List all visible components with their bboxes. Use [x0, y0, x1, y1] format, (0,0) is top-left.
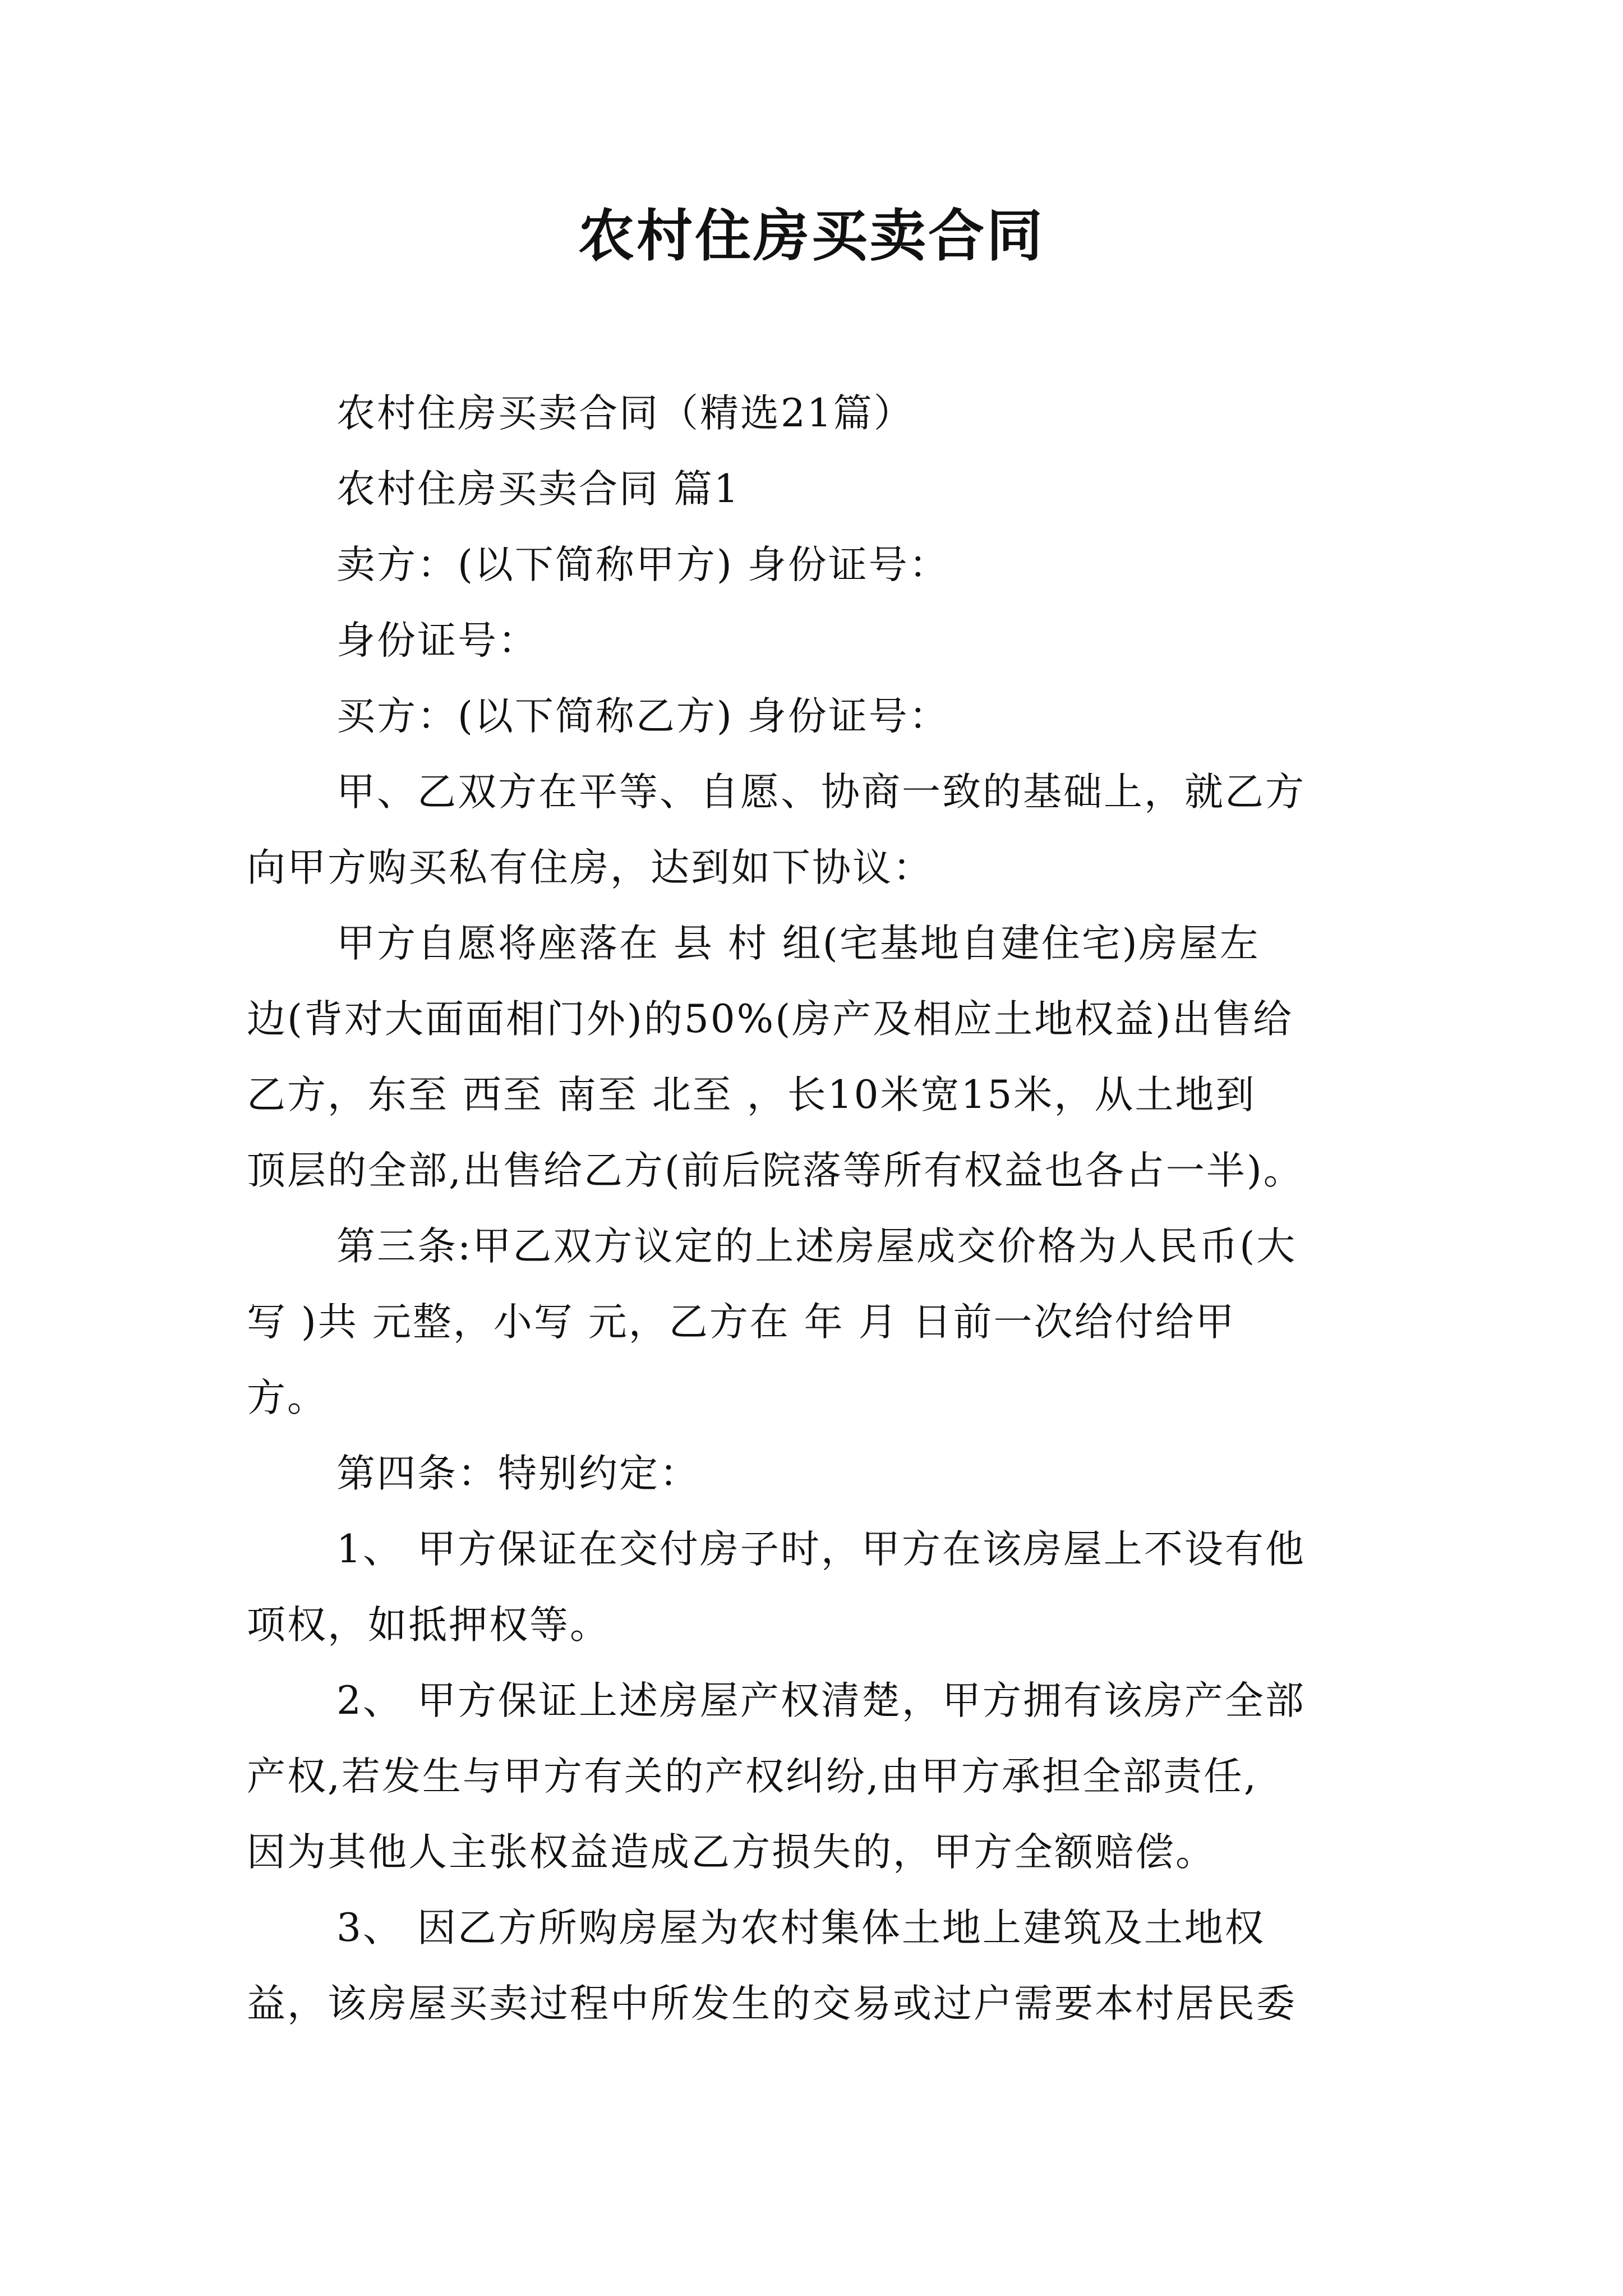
paragraph-line: 边(背对大面面相门外)的50%(房产及相应土地权益)出售给	[247, 997, 1294, 1042]
paragraph-line: 甲方自愿将座落在 县 村 组(宅基地自建住宅)房屋左	[336, 921, 1260, 966]
paragraph-line: 第四条：特别约定：	[336, 1451, 700, 1496]
paragraph-line: 3、 因乙方所购房屋为农村集体土地上建筑及土地权	[336, 1906, 1265, 1950]
paragraph-line: 写 )共 元整，小写 元，乙方在 年 月 日前一次给付给甲	[247, 1300, 1236, 1345]
paragraph-line: 向甲方购买私有住房，达到如下协议：	[247, 845, 933, 890]
paragraph-line: 益，该房屋买卖过程中所发生的交易或过户需要本村居民委	[247, 1981, 1297, 2026]
paragraph-line: 因为其他人主张权益造成乙方损失的，甲方全额赔偿。	[247, 1830, 1216, 1875]
seller-line: 卖方：(以下简称甲方) 身份证号：	[336, 542, 949, 587]
paragraph-line: 产权,若发生与甲方有关的产权纠纷,由甲方承担全部责任,	[247, 1754, 1258, 1799]
subtitle-line: 农村住房买卖合同（精选21篇）	[336, 391, 914, 436]
id-number-line: 身份证号：	[336, 618, 538, 663]
paragraph-line: 甲、乙双方在平等、自愿、协商一致的基础上，就乙方	[336, 770, 1306, 815]
paragraph-line: 第三条:甲乙双方议定的上述房屋成交价格为人民币(大	[336, 1224, 1297, 1269]
paragraph-line: 乙方，东至 西至 南至 北至 ，长10米宽15米，从土地到	[247, 1073, 1256, 1117]
paragraph-line: 1、 甲方保证在交付房子时，甲方在该房屋上不设有他	[336, 1527, 1306, 1572]
paragraph-line: 2、 甲方保证上述房屋产权清楚，甲方拥有该房产全部	[336, 1678, 1306, 1723]
section-heading: 农村住房买卖合同 篇1	[336, 467, 740, 512]
paragraph-line: 方。	[247, 1375, 328, 1420]
buyer-line: 买方：(以下简称乙方) 身份证号：	[336, 694, 949, 739]
document-title: 农村住房买卖合同	[578, 203, 1045, 269]
paragraph-line: 项权，如抵押权等。	[247, 1603, 610, 1648]
paragraph-line: 顶层的全部,出售给乙方(前后院落等所有权益也各占一半)。	[247, 1148, 1304, 1193]
